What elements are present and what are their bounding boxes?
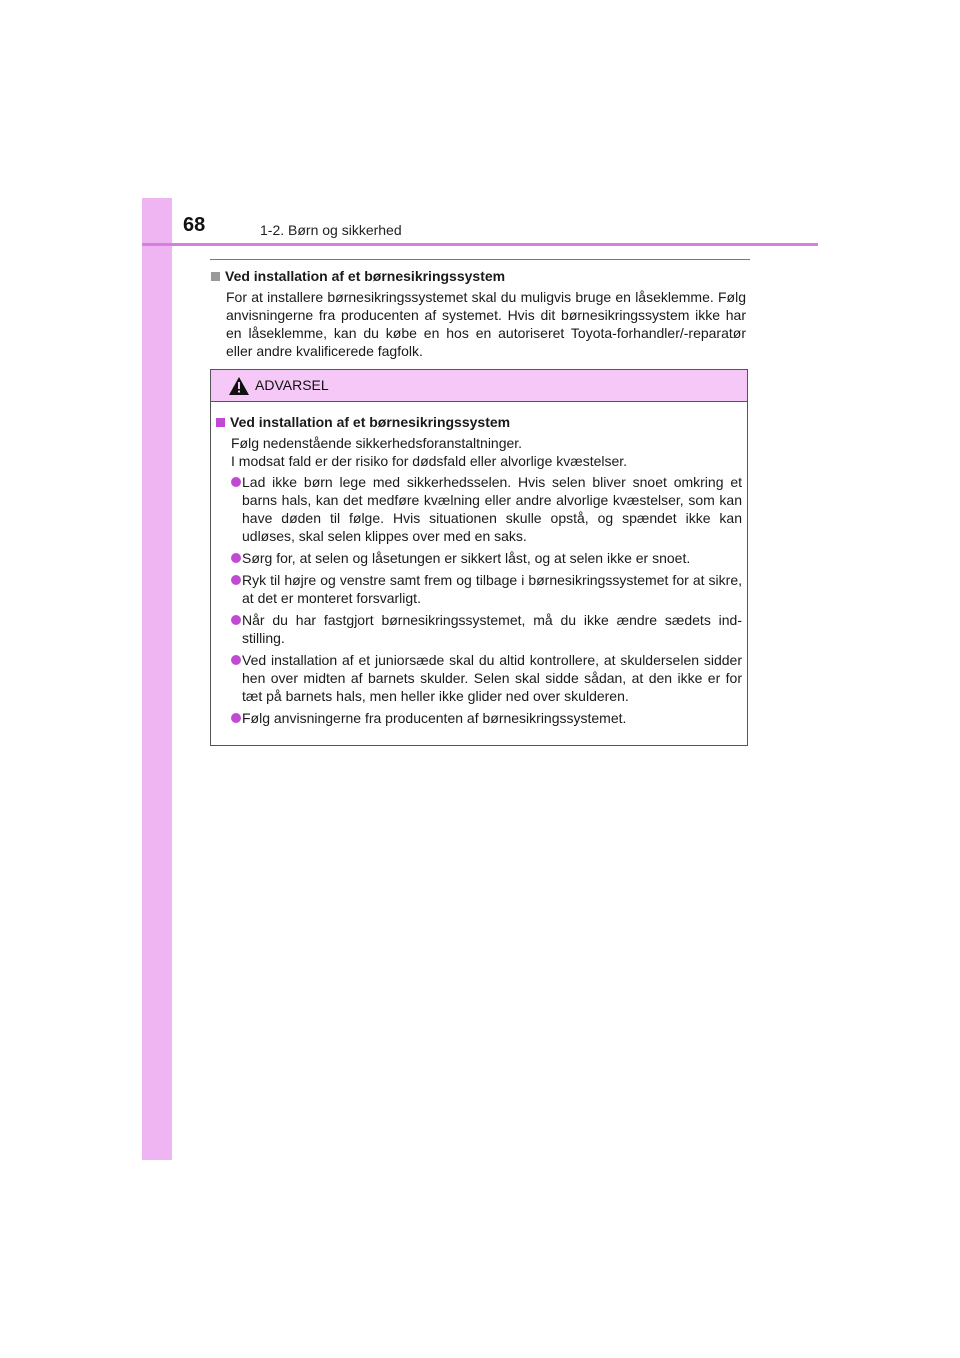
warning-header xyxy=(211,370,747,402)
warning-bullet-list xyxy=(216,473,742,727)
warning-triangle-icon xyxy=(229,377,249,395)
bullet-dot-icon xyxy=(231,615,241,625)
warning-heading-text: Ved installation af et børnesikringssystem xyxy=(230,414,511,430)
warning-intro xyxy=(231,434,742,470)
list-item-text: Ved installation af et juniorsæde skal du altid kontrollere, at skulderselen sidder hen over midten af barnets skulder. Selen skal sidde sådan, at den ikke er for tæt på barnets hals, men heller ikke glider ned over skulderen. xyxy=(242,652,742,704)
list-item-text: Sørg for, at selen og låsetungen er sikkert låst, og at selen ikke er snoet. xyxy=(242,550,691,566)
list-item xyxy=(216,611,742,647)
square-bullet-icon xyxy=(211,272,220,281)
page-number: 68 xyxy=(183,214,206,236)
bullet-dot-icon xyxy=(231,575,241,585)
list-item xyxy=(216,651,742,705)
warning-intro-line: I modsat fald er der risiko for dødsfald eller alvorlige kvæstelser. xyxy=(231,453,628,469)
intro-heading-text: Ved installation af et børnesikringssystem xyxy=(225,268,506,284)
list-item xyxy=(216,571,742,607)
list-item-text: Lad ikke børn lege med sikkerhedsselen. Hvis selen bliver snoet omkring et barns hals, kan det medføre kvælning eller andre alvorlige kvæstelser, som kan have døden til følge. Hvis situationen skulle opstå, og spændet ikke kan udløses, skal selen klippes over med en saks. xyxy=(242,474,742,544)
list-item xyxy=(216,549,742,567)
warning-intro-line: Følg nedenstående sikkerhedsforanstaltninger. xyxy=(231,435,523,451)
intro-heading xyxy=(211,267,746,285)
warning-heading xyxy=(216,413,742,431)
side-color-strip xyxy=(142,198,172,1160)
warning-label: ADVARSEL xyxy=(255,377,329,393)
list-item xyxy=(216,709,742,727)
bullet-dot-icon xyxy=(231,553,241,563)
intro-text: For at installere børnesikringssystemet skal du muligvis bruge en låseklemme. Følg anvisningerne fra producenten af systemet. Hvis dit børnesikringssystem ikke har en låseklemme, kan du købe en hos en autoriseret Toyota-forhandler/-reparatør eller andre kvalificerede fagfolk. xyxy=(226,289,746,359)
bullet-dot-icon xyxy=(231,713,241,723)
warning-box xyxy=(210,369,748,746)
bullet-dot-icon xyxy=(231,477,241,487)
content-rule xyxy=(210,259,750,260)
header-rule xyxy=(142,243,818,246)
intro-section xyxy=(211,267,746,360)
square-bullet-icon xyxy=(216,418,225,427)
list-item-text: Når du har fastgjort børnesikringssystemet, må du ikke ændre sædets ind-stilling. xyxy=(242,612,742,646)
list-item-text: Følg anvisningerne fra producenten af børnesikringssystemet. xyxy=(242,710,627,726)
bullet-dot-icon xyxy=(231,655,241,665)
section-title: 1-2. Børn og sikkerhed xyxy=(260,222,402,238)
warning-body xyxy=(211,402,747,727)
list-item xyxy=(216,473,742,545)
list-item-text: Ryk til højre og venstre samt frem og tilbage i børnesikringssystemet for at sikre, at det er monteret forsvarligt. xyxy=(242,572,742,606)
